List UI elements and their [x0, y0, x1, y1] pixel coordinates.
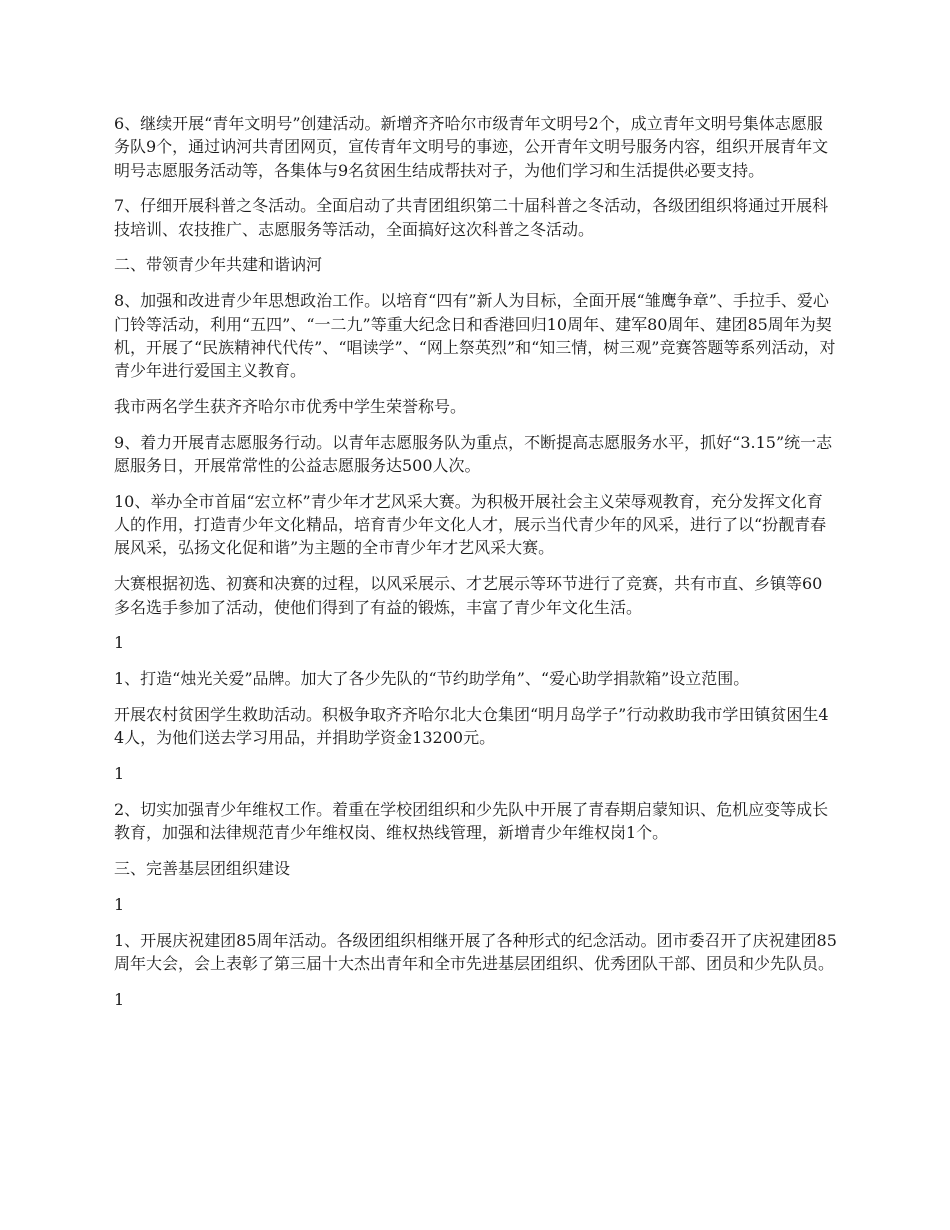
paragraph-marker: 1	[114, 633, 125, 653]
paragraph-item-10: 10、举办全市首届“宏立杯”青少年才艺风采大赛。为积极开展社会主义荣辱观教育，充分发挥文化育人的作用，打造青少年文化精品，培育青少年文化人才，展示当代青少年的风采，进行了以“扮靓青春展风采，弘扬文化促和谐”为主题的全市青少年才艺风采大赛。	[114, 491, 827, 558]
section-heading-3: 三、完善基层团组织建设	[114, 858, 291, 878]
paragraph-item-9: 9、着力开展青志愿服务行动。以青年志愿服务队为重点，不断提高志愿服务水平，抓好“3.15”统一志愿服务日，开展常常性的公益志愿服务达500人次。	[114, 432, 833, 476]
section-heading-2: 二、带领青少年共建和谐讷河	[114, 255, 323, 275]
paragraph-rights-protection: 2、切实加强青少年维权工作。着重在学校团组织和少先队中开展了青春期启蒙知识、危机应变等成长教育，加强和法律规范青少年维权岗、维权热线管理，新增青少年维权岗1个。	[114, 799, 829, 843]
paragraph-item-7: 7、仔细开展科普之冬活动。全面启动了共青团组织第二十届科普之冬活动，各级团组织将通过开展科技培训、农技推广、志愿服务等活动，全面搞好这次科普之冬活动。	[114, 196, 829, 239]
paragraph-marker: 1	[114, 764, 125, 784]
paragraph-item-6: 6、继续开展“青年文明号”创建活动。新增齐齐哈尔市级青年文明号2个，成立青年文明号集体志愿服务队9个，通过讷河共青团网页，宣传青年文明号的事迹，公开青年文明号服务内容，组织开展青年文明号志愿服务活动等，各集体与9名贫困生结成帮扶对子，为他们学习和生活提供必要支持。	[114, 114, 829, 180]
document-body	[114, 112, 838, 1023]
paragraph-students-honor: 我市两名学生获齐齐哈尔市优秀中学生荣誉称号。	[114, 396, 467, 416]
paragraph-item-8: 8、加强和改进青少年思想政治工作。以培育“四有”新人为目标，全面开展“雏鹰争章”、手拉手、爱心门铃等活动，利用“五四”、“一二九”等重大纪念日和香港回归10周年、建军80周年、建团85周年为契机，开展了“民族精神代代传”、“唱读学”、“网上祭英烈”和“知三情，树三观”竞赛答题等系列活动，对青少年进行爱国主义教育。	[114, 291, 836, 381]
paragraph-marker: 1	[114, 894, 125, 914]
paragraph-candlelight-brand: 1、打造“烛光关爱”品牌。加大了各少先队的“节约助学角”、“爱心助学捐款箱”设立范围。	[114, 669, 750, 689]
paragraph-rural-aid: 开展农村贫困学生救助活动。积极争取齐齐哈尔北大仓集团“明月岛学子”行动救助我市学田镇贫困生44人，为他们送去学习用品，并捐助学资金13200元。	[114, 704, 829, 748]
paragraph-anniversary: 1、开展庆祝建团85周年活动。各级团组织相继开展了各种形式的纪念活动。团市委召开了庆祝建团85周年大会，会上表彰了第三届十大杰出青年和全市先进基层团组织、优秀团队干部、团员和少先队员。	[114, 930, 837, 973]
paragraph-marker: 1	[114, 989, 125, 1009]
paragraph-contest-details: 大赛根据初选、初赛和决赛的过程，以风采展示、才艺展示等环节进行了竞赛，共有市直、乡镇等60多名选手参加了活动，使他们得到了有益的锻炼，丰富了青少年文化生活。	[114, 574, 823, 617]
